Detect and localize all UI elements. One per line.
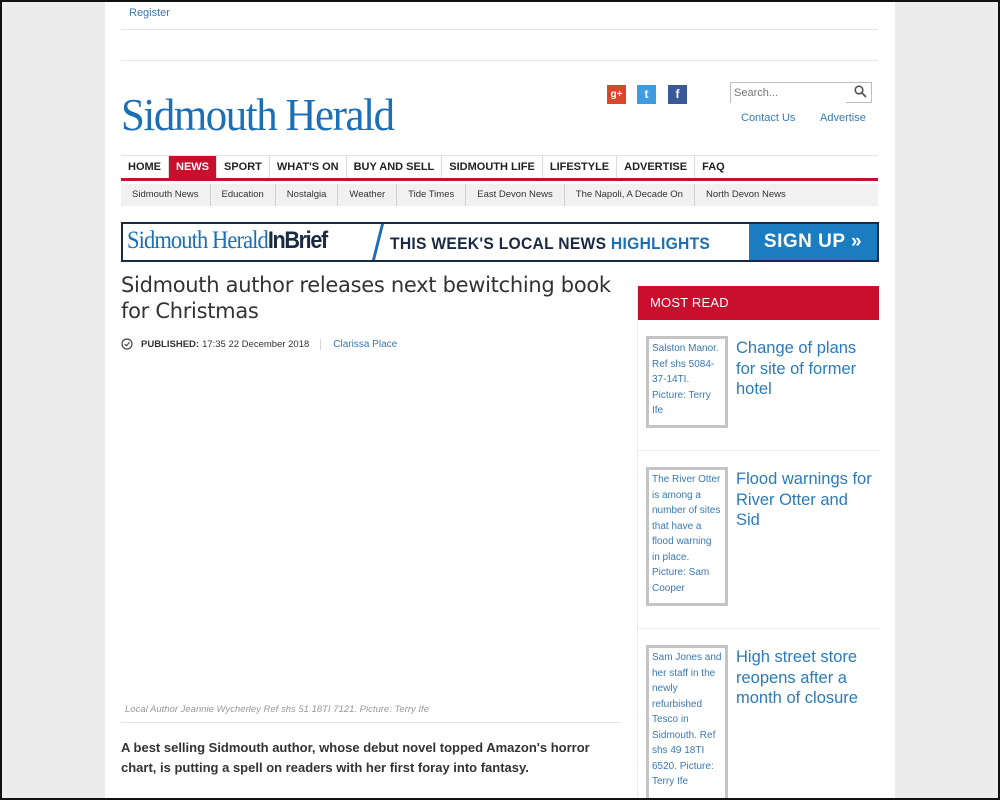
most-read-item[interactable]	[638, 451, 880, 629]
subnav-education[interactable]: Education	[211, 184, 276, 206]
subnav-east-devon-news[interactable]: East Devon News	[466, 184, 565, 206]
main-nav	[121, 155, 878, 181]
most-read-panel	[637, 286, 879, 800]
banner-headline-text: THIS WEEK'S LOCAL NEWS	[390, 234, 611, 253]
most-read-item[interactable]	[638, 320, 880, 451]
nav-lifestyle[interactable]: LIFESTYLE	[543, 156, 617, 178]
article-lead: A best selling Sidmouth author, whose debut novel topped Amazon's horror chart, is putting a spell on readers with her first foray into fantasy.	[121, 740, 590, 775]
article-title: Sidmouth author releases next bewitching book for Christmas	[121, 273, 611, 323]
published-date: 17:35 22 December 2018	[202, 339, 321, 350]
nav-buy-and-sell[interactable]: BUY AND SELL	[347, 156, 443, 178]
article-meta	[121, 336, 397, 352]
most-read-thumbnail[interactable]: Salston Manor. Ref shs 5084-37-14TI. Picture: Terry Ife	[646, 336, 728, 428]
most-read-thumbnail[interactable]: The River Otter is among a number of sites that have a flood warning in place. Picture: Sam Cooper	[646, 467, 728, 606]
search-input[interactable]	[731, 84, 846, 103]
facebook-icon[interactable]: f	[668, 85, 687, 104]
subnav-north-devon-news[interactable]: North Devon News	[705, 189, 786, 200]
banner-slash	[370, 222, 385, 262]
header-divider	[121, 60, 878, 61]
nav-home[interactable]: HOME	[121, 156, 169, 178]
page-container	[105, 0, 895, 800]
article-image	[121, 365, 621, 695]
most-read-header: MOST READ	[638, 286, 879, 320]
most-read-title[interactable]: Flood warnings for River Otter and Sid	[736, 470, 872, 529]
banner-logo	[127, 227, 327, 255]
advertise-link[interactable]: Advertise	[820, 112, 866, 124]
google-plus-icon[interactable]: g+	[607, 85, 626, 104]
contact-us-link[interactable]: Contact Us	[741, 112, 796, 124]
subnav-napoli[interactable]: The Napoli, A Decade On	[565, 184, 695, 206]
subnav-sidmouth-news[interactable]: Sidmouth News	[121, 184, 211, 206]
banner-headline-highlight: HIGHLIGHTS	[610, 234, 711, 253]
clock-icon	[121, 338, 133, 350]
nav-whats-on[interactable]: WHAT'S ON	[270, 156, 347, 178]
site-logo[interactable]: Sidmouth Herald	[121, 89, 394, 140]
subnav-nostalgia[interactable]: Nostalgia	[276, 184, 339, 206]
nav-sport[interactable]: SPORT	[217, 156, 270, 178]
nav-sidmouth-life[interactable]: SIDMOUTH LIFE	[442, 156, 543, 178]
search-box	[730, 82, 872, 103]
signup-button[interactable]: SIGN UP »	[749, 224, 877, 260]
banner-headline	[390, 234, 710, 254]
sub-nav	[121, 184, 878, 206]
caption-divider	[121, 722, 621, 723]
subnav-weather[interactable]: Weather	[338, 184, 397, 206]
nav-news[interactable]: NEWS	[169, 156, 217, 178]
published-label: PUBLISHED:	[141, 338, 200, 350]
image-caption: Local Author Jeannie Wycherley Ref shs 51 18TI 7121. Picture: Terry Ife	[125, 704, 429, 715]
subnav-tide-times[interactable]: Tide Times	[397, 184, 466, 206]
top-bar	[121, 0, 878, 30]
banner-logo-tag: InBrief	[267, 227, 327, 254]
nav-advertise[interactable]: ADVERTISE	[617, 156, 695, 178]
search-icon[interactable]	[854, 85, 867, 98]
nav-faq[interactable]: FAQ	[702, 161, 725, 173]
twitter-icon[interactable]: t	[637, 85, 656, 104]
most-read-title[interactable]: High street store reopens after a month of closure	[736, 648, 858, 707]
register-link[interactable]: Register	[129, 7, 170, 19]
most-read-title[interactable]: Change of plans for site of former hotel	[736, 339, 857, 398]
author-link[interactable]: Clarissa Place	[333, 338, 398, 350]
most-read-thumbnail[interactable]: Sam Jones and her staff in the newly refurbished Tesco in Sidmouth. Ref shs 49 18TI 6520. Picture: Terry Ife	[646, 645, 728, 800]
inbrief-banner[interactable]	[121, 222, 879, 262]
banner-logo-main: Sidmouth Herald	[127, 227, 268, 254]
most-read-item[interactable]	[638, 629, 880, 800]
